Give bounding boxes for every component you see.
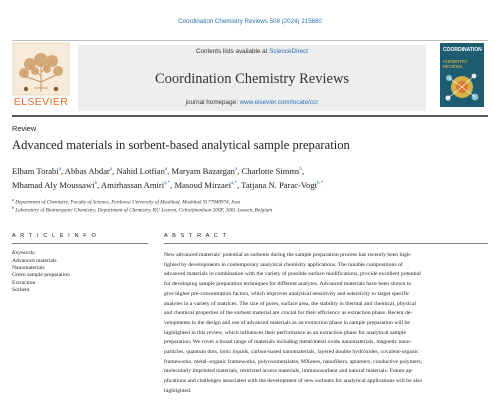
cover-title-line3: REVIEWS (443, 64, 463, 69)
author-name[interactable]: Maryam Bazargan (171, 166, 235, 176)
author-name[interactable]: Nahid Lotfian (116, 166, 165, 176)
keyword: Sorbent (12, 286, 30, 293)
abstract-line: New advanced materials’ potential as sorbents during the sample preparation process has recently been high- (164, 252, 412, 258)
affiliation (12, 205, 272, 214)
keyword: Advanced materials (12, 258, 57, 264)
abstract-line: analytes in a variety of matrices. The size of pores, surface area, the stability in thermal and chemical, physical (164, 300, 416, 307)
author-affiliation-mark[interactable]: a (58, 167, 61, 173)
abstract-line: advanced materials in combination with the variety of possible surface modifications, provide excellent potential (164, 271, 421, 278)
homepage-link[interactable]: www.elsevier.com/locate/ccr (239, 99, 319, 106)
journal-homepage (78, 99, 426, 106)
journal-banner (78, 45, 426, 111)
cover-art-icon (440, 67, 484, 107)
author-affiliation-mark[interactable]: a (164, 167, 168, 173)
section-divider (164, 243, 488, 244)
author-affiliation-mark[interactable]: a,* (164, 181, 171, 187)
abstract-line: for developing sample preparation techniques for different analytes. Advanced materials have been shown to (164, 281, 412, 288)
section-divider (12, 243, 148, 244)
abstract-line: highlighted in this review, which influences their performance as an extraction phase for analytical sample (164, 329, 407, 336)
keyword: Extraction (12, 279, 36, 286)
abstract-line: lighted by developments in contemporary analytical chemistry applications. The tunable compositions of (164, 261, 403, 268)
abstract-line: give higher pre-concentration factors, which improves analytical sensitivity and selectivity to target specific (164, 290, 410, 297)
abstract-line: plications and challenges associated with the development of new sorbents for analytical applications will be also (164, 378, 423, 385)
abstract-line: highlighted. (164, 387, 192, 394)
author-affiliation-mark[interactable]: b (299, 167, 303, 173)
article-info-heading: A R T I C L E I N F O (12, 233, 98, 239)
affiliation-text: Department of Chemistry, Faculty of Science, Ferdowsi University of Mashhad, Mashhad 9177948974, Iran (15, 199, 241, 206)
article-type: Review (12, 124, 37, 133)
abstract-line: particles, quantum dots, ionic liquids, carbon-based nanomaterials, layered double hydroxides, covalent-organic (164, 349, 419, 356)
author-name[interactable]: Masoud Mirzaei (174, 180, 232, 190)
affiliation-mark: a (12, 197, 14, 202)
cover-title-line1: COORDINATION (443, 47, 482, 53)
author-affiliation-mark[interactable]: b,* (317, 181, 324, 187)
author-affiliation-mark[interactable]: a (234, 167, 238, 173)
cover-title (443, 48, 482, 53)
sciencedirect-link[interactable]: ScienceDirect (269, 48, 308, 55)
contents-availability (78, 48, 426, 55)
elsevier-logo[interactable] (12, 42, 70, 112)
publisher-wordmark: ELSEVIER (13, 96, 69, 108)
journal-citation[interactable]: Coordination Chemistry Reviews 508 (2024) 215680 (178, 18, 322, 25)
abstract-heading: A B S T R A C T (164, 233, 228, 239)
elsevier-tree-icon (12, 42, 70, 100)
article-title: Advanced materials in sorbent-based analytical sample preparation (12, 138, 350, 152)
contents-prefix: Contents lists available at (195, 48, 270, 55)
homepage-prefix: journal homepage: (185, 99, 240, 106)
abstract-line: and chemical properties of the sorbent material are crucial for their efficiency as extraction phase. Recent de- (164, 310, 413, 317)
journal-name: Coordination Chemistry Reviews (154, 71, 350, 87)
affiliation-text: Laboratory of Bioinorganic Chemistry, Department of Chemistry, KU Leuven, Celestijnenlaan 200F, 3001 Leuven, Belgium (15, 207, 273, 214)
journal-cover-thumbnail[interactable] (440, 43, 484, 107)
cover-title-line2: CHEMISTRY (443, 59, 468, 64)
author-affiliation-mark[interactable]: b (94, 181, 98, 187)
author-name[interactable]: Tatjana N. Parac-Vogt (241, 180, 318, 190)
author-name[interactable]: Charlotte Simms (241, 166, 300, 176)
journal-header (12, 40, 488, 117)
author-affiliation-mark[interactable]: a (109, 167, 113, 173)
author-name[interactable]: Abbas Abdar (64, 166, 110, 176)
abstract-line: preparation. We cover a broad range of materials including metal/metal oxide nanomaterials, magnetic nano- (164, 339, 412, 346)
keyword: Nanomaterials (12, 265, 45, 272)
keyword: Green sample preparation (12, 272, 70, 279)
abstract-line: molecularly imprinted materials, restricted access materials, immunosorbent and natural materials. Future ap- (164, 368, 414, 375)
author-affiliation-mark[interactable]: a,* (231, 181, 238, 187)
abstract-line: velopments in the design and use of advanced materials as an extraction phase in sample preparation will be (164, 319, 410, 326)
keyword-list (12, 258, 152, 294)
affiliation-mark: b (12, 205, 14, 210)
author-name[interactable]: Mhamad Aly Moussawi (12, 180, 95, 190)
author-name[interactable]: Elham Torabi (12, 166, 59, 176)
author-name[interactable]: Amirhassan Amiri (100, 180, 165, 190)
abstract-body (164, 251, 488, 397)
author-list-line-2: Mhamad Aly Moussawi$^b$, Amirhassan Amiri$^{a,*}$, Masoud Mirzaei$^{a,*}$, Tatjana N. Parac-Vogt$^{b,*}$ (12, 180, 324, 190)
keywords-label: Keywords: (12, 250, 37, 256)
author-list-line-1: Elham Torabi$^a$, Abbas Abdar$^a$, Nahid Lotfian$^a$, Maryam Bazargan$^a$, Charlotte Simms$^b$, (12, 166, 305, 176)
abstract-line: frameworks, metal–organic frameworks, polyoxometalates, MXenes, nanofibers, aptamers, conductive polymers, (164, 358, 423, 365)
